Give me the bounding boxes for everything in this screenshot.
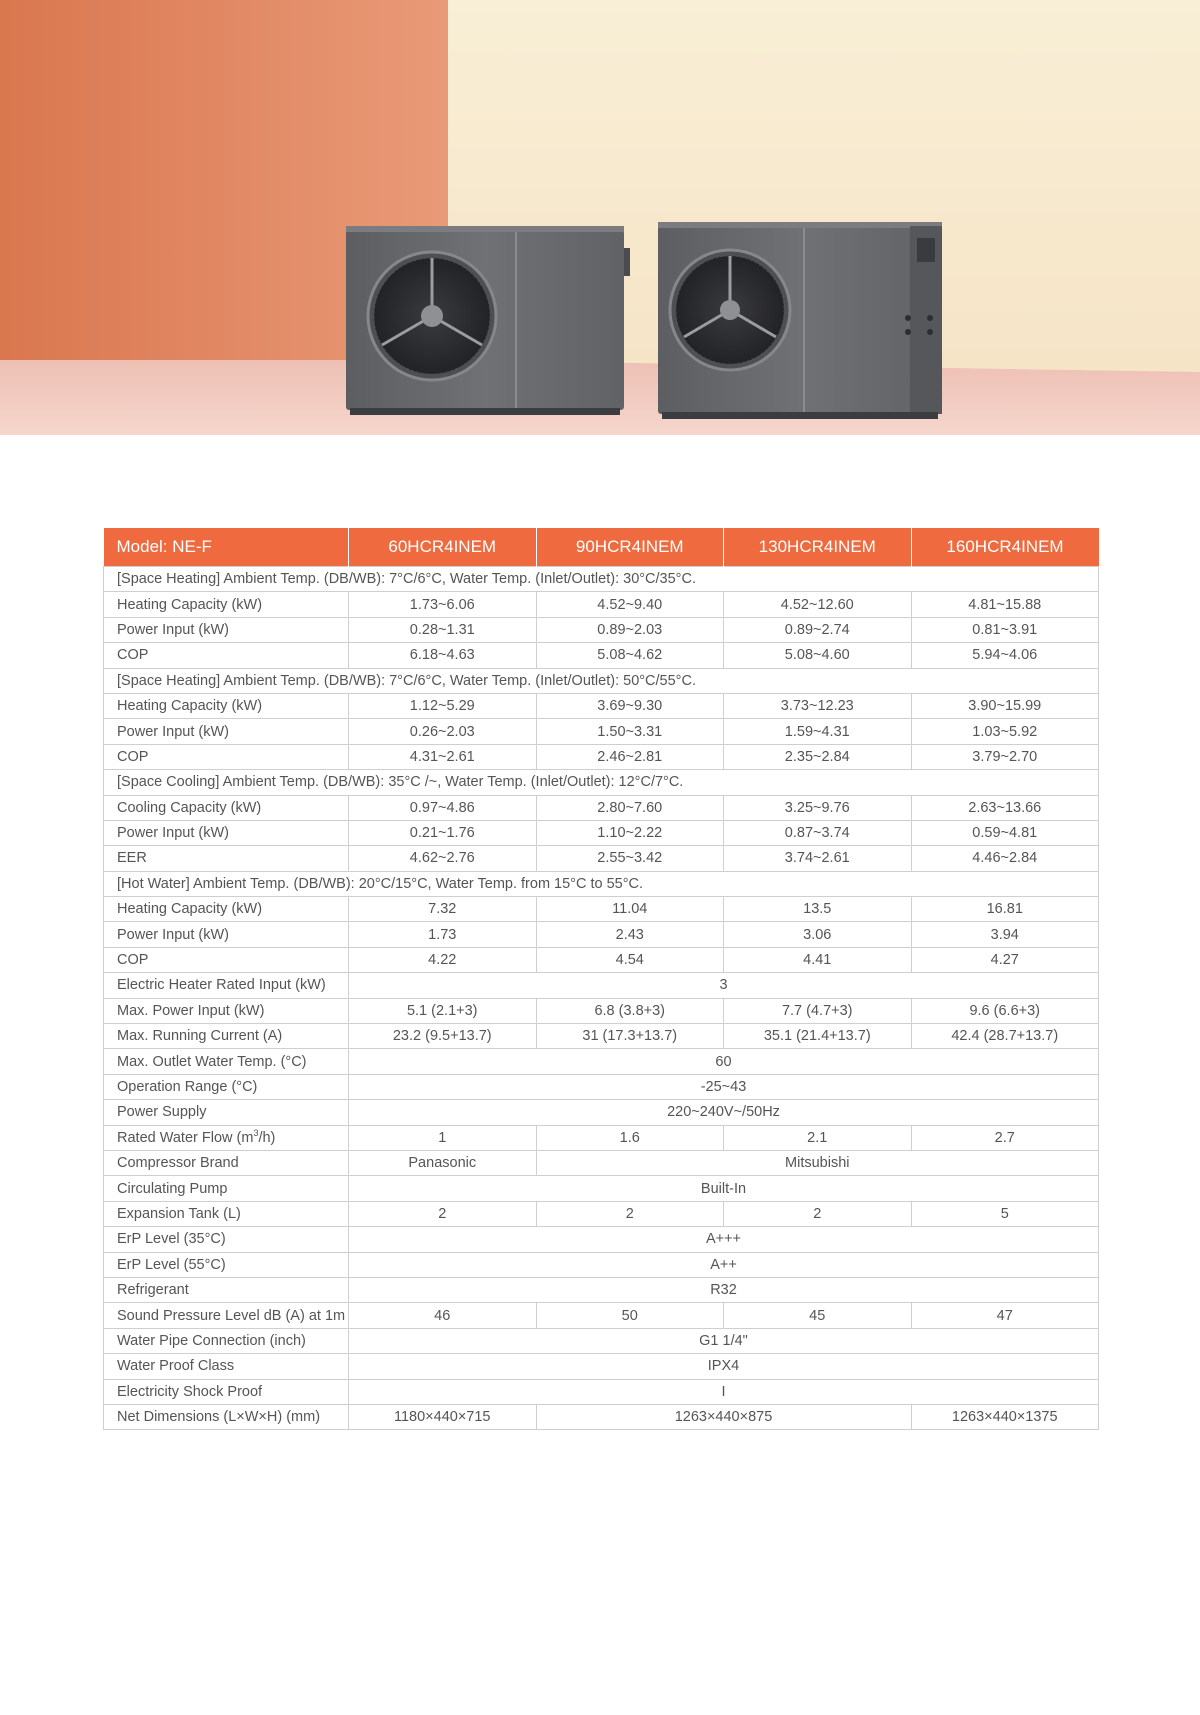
row-label-text: Rated Water Flow (m <box>117 1129 254 1146</box>
table-cell: 5.1 (2.1+3) <box>349 998 537 1023</box>
table-cell: 1.6 <box>536 1125 724 1150</box>
table-row <box>104 1150 1099 1175</box>
table-row <box>104 1328 1099 1353</box>
section-heading: [Space Cooling] Ambient Temp. (DB/WB): 35°C /~, Water Temp. (Inlet/Outlet): 12°C/7°C. <box>104 770 1099 795</box>
row-label: ErP Level (35°C) <box>104 1227 349 1252</box>
table-cell: 5.08~4.60 <box>724 643 912 668</box>
row-label: COP <box>104 947 349 972</box>
table-cell: -25~43 <box>349 1074 1099 1099</box>
row-label: COP <box>104 744 349 769</box>
table-cell: I <box>349 1379 1099 1404</box>
table-cell: 4.52~9.40 <box>536 592 724 617</box>
table-cell: 2.80~7.60 <box>536 795 724 820</box>
table-cell: 4.62~2.76 <box>349 846 537 871</box>
table-cell: 6.8 (3.8+3) <box>536 998 724 1023</box>
table-cell: 2.46~2.81 <box>536 744 724 769</box>
table-cell: 1.10~2.22 <box>536 820 724 845</box>
table-cell: 2.55~3.42 <box>536 846 724 871</box>
table-cell: 3.79~2.70 <box>911 744 1099 769</box>
table-cell: 1.59~4.31 <box>724 719 912 744</box>
table-cell: 4.41 <box>724 947 912 972</box>
row-label: Sound Pressure Level dB (A) at 1m <box>104 1303 349 1328</box>
table-cell: 3.74~2.61 <box>724 846 912 871</box>
spec-table-body <box>104 567 1099 1430</box>
table-cell: 0.81~3.91 <box>911 617 1099 642</box>
row-label: Water Pipe Connection (inch) <box>104 1328 349 1353</box>
row-label: Power Supply <box>104 1100 349 1125</box>
table-cell: 0.87~3.74 <box>724 820 912 845</box>
model-label: Model: NE-F <box>104 528 349 567</box>
table-header-row <box>104 528 1099 567</box>
row-label: EER <box>104 846 349 871</box>
table-cell: 35.1 (21.4+13.7) <box>724 1024 912 1049</box>
table-cell: 1 <box>349 1125 537 1150</box>
table-cell: IPX4 <box>349 1354 1099 1379</box>
table-cell: 5.94~4.06 <box>911 643 1099 668</box>
table-cell: 3.73~12.23 <box>724 693 912 718</box>
table-cell: 3.69~9.30 <box>536 693 724 718</box>
table-row <box>104 922 1099 947</box>
row-label: Operation Range (°C) <box>104 1074 349 1099</box>
table-row <box>104 1049 1099 1074</box>
table-cell: 0.21~1.76 <box>349 820 537 845</box>
table-cell: 2 <box>724 1201 912 1226</box>
table-row <box>104 795 1099 820</box>
table-cell: 2.63~13.66 <box>911 795 1099 820</box>
table-row <box>104 1024 1099 1049</box>
row-label: Power Input (kW) <box>104 922 349 947</box>
table-row <box>104 1201 1099 1226</box>
table-cell: 0.59~4.81 <box>911 820 1099 845</box>
section-row <box>104 668 1099 693</box>
table-cell: 13.5 <box>724 897 912 922</box>
table-cell: 2.43 <box>536 922 724 947</box>
table-cell: 0.89~2.03 <box>536 617 724 642</box>
table-row <box>104 1074 1099 1099</box>
table-cell: 4.46~2.84 <box>911 846 1099 871</box>
row-label: Electricity Shock Proof <box>104 1379 349 1404</box>
row-label: Cooling Capacity (kW) <box>104 795 349 820</box>
table-cell: 1263×440×1375 <box>911 1404 1099 1429</box>
model-header-90: 90HCR4INEM <box>536 528 724 567</box>
table-cell: R32 <box>349 1277 1099 1302</box>
table-cell: 23.2 (9.5+13.7) <box>349 1024 537 1049</box>
table-cell: 1.73 <box>349 922 537 947</box>
table-cell: 42.4 (28.7+13.7) <box>911 1024 1099 1049</box>
table-row <box>104 998 1099 1023</box>
table-cell: 220~240V~/50Hz <box>349 1100 1099 1125</box>
table-cell: 1263×440×875 <box>536 1404 911 1429</box>
table-cell: G1 1/4" <box>349 1328 1099 1353</box>
table-row <box>104 1176 1099 1201</box>
table-row <box>104 1379 1099 1404</box>
spec-table <box>103 528 1099 1430</box>
model-header-160: 160HCR4INEM <box>911 528 1099 567</box>
section-heading: [Space Heating] Ambient Temp. (DB/WB): 7°C/6°C, Water Temp. (Inlet/Outlet): 30°C/35°C. <box>104 567 1099 592</box>
table-row <box>104 820 1099 845</box>
section-heading: [Hot Water] Ambient Temp. (DB/WB): 20°C/15°C, Water Temp. from 15°C to 55°C. <box>104 871 1099 896</box>
table-cell: 1.12~5.29 <box>349 693 537 718</box>
table-cell: 1.03~5.92 <box>911 719 1099 744</box>
row-label: Refrigerant <box>104 1277 349 1302</box>
row-label: Max. Outlet Water Temp. (°C) <box>104 1049 349 1074</box>
row-label: Heating Capacity (kW) <box>104 897 349 922</box>
table-cell: 11.04 <box>536 897 724 922</box>
row-label: ErP Level (55°C) <box>104 1252 349 1277</box>
table-cell: 45 <box>724 1303 912 1328</box>
table-cell: Mitsubishi <box>536 1150 1099 1175</box>
table-cell: 0.89~2.74 <box>724 617 912 642</box>
table-cell: 5 <box>911 1201 1099 1226</box>
table-row <box>104 592 1099 617</box>
heat-pump-unit-left <box>346 226 630 415</box>
section-row <box>104 770 1099 795</box>
table-cell: 3.06 <box>724 922 912 947</box>
table-cell: 2.35~2.84 <box>724 744 912 769</box>
section-row <box>104 567 1099 592</box>
table-cell: 47 <box>911 1303 1099 1328</box>
table-row <box>104 947 1099 972</box>
table-cell: Panasonic <box>349 1150 537 1175</box>
row-label: Heating Capacity (kW) <box>104 693 349 718</box>
table-cell: 3.94 <box>911 922 1099 947</box>
table-row <box>104 1252 1099 1277</box>
table-cell: A++ <box>349 1252 1099 1277</box>
table-row <box>104 719 1099 744</box>
table-cell: 2.7 <box>911 1125 1099 1150</box>
row-label: Max. Running Current (A) <box>104 1024 349 1049</box>
table-row <box>104 1404 1099 1429</box>
table-cell: 3.25~9.76 <box>724 795 912 820</box>
table-cell: 4.81~15.88 <box>911 592 1099 617</box>
row-label-superscript: 3 <box>253 1127 259 1138</box>
table-cell: 7.7 (4.7+3) <box>724 998 912 1023</box>
table-cell: 0.97~4.86 <box>349 795 537 820</box>
table-cell: 3.90~15.99 <box>911 693 1099 718</box>
model-header-130: 130HCR4INEM <box>724 528 912 567</box>
table-row <box>104 973 1099 998</box>
table-cell: 16.81 <box>911 897 1099 922</box>
table-cell: 4.52~12.60 <box>724 592 912 617</box>
row-label: Power Input (kW) <box>104 719 349 744</box>
row-label: Power Input (kW) <box>104 820 349 845</box>
row-label: Max. Power Input (kW) <box>104 998 349 1023</box>
table-row <box>104 1227 1099 1252</box>
table-cell: 1180×440×715 <box>349 1404 537 1429</box>
section-heading: [Space Heating] Ambient Temp. (DB/WB): 7°C/6°C, Water Temp. (Inlet/Outlet): 50°C/55°C. <box>104 668 1099 693</box>
table-cell: 2 <box>349 1201 537 1226</box>
table-cell: 1.50~3.31 <box>536 719 724 744</box>
table-row <box>104 897 1099 922</box>
table-cell: 7.32 <box>349 897 537 922</box>
table-cell: 4.31~2.61 <box>349 744 537 769</box>
row-label: Net Dimensions (L×W×H) (mm) <box>104 1404 349 1429</box>
table-row <box>104 846 1099 871</box>
table-row <box>104 693 1099 718</box>
table-cell: 4.22 <box>349 947 537 972</box>
row-label: Water Proof Class <box>104 1354 349 1379</box>
row-label: Heating Capacity (kW) <box>104 592 349 617</box>
table-cell: 31 (17.3+13.7) <box>536 1024 724 1049</box>
table-cell: Built-In <box>349 1176 1099 1201</box>
table-row <box>104 1303 1099 1328</box>
model-header-60: 60HCR4INEM <box>349 528 537 567</box>
table-row <box>104 1100 1099 1125</box>
table-cell: 1.73~6.06 <box>349 592 537 617</box>
table-cell: 2.1 <box>724 1125 912 1150</box>
section-row <box>104 871 1099 896</box>
table-row <box>104 1277 1099 1302</box>
table-row <box>104 617 1099 642</box>
table-cell: 4.54 <box>536 947 724 972</box>
table-cell: 9.6 (6.6+3) <box>911 998 1099 1023</box>
row-label: Power Input (kW) <box>104 617 349 642</box>
row-label-suffix: /h) <box>258 1129 276 1146</box>
table-row <box>104 744 1099 769</box>
heat-pump-unit-right <box>658 222 942 419</box>
table-cell: 6.18~4.63 <box>349 643 537 668</box>
table-cell: 4.27 <box>911 947 1099 972</box>
table-row <box>104 1354 1099 1379</box>
row-label: Circulating Pump <box>104 1176 349 1201</box>
row-label: Electric Heater Rated Input (kW) <box>104 973 349 998</box>
table-cell: 0.26~2.03 <box>349 719 537 744</box>
row-label: Compressor Brand <box>104 1150 349 1175</box>
row-label <box>104 1125 349 1150</box>
table-cell: 0.28~1.31 <box>349 617 537 642</box>
table-cell: 3 <box>349 973 1099 998</box>
table-cell: A+++ <box>349 1227 1099 1252</box>
product-photo <box>0 0 1200 435</box>
hero-banner <box>0 0 1200 435</box>
table-row <box>104 1125 1099 1150</box>
table-row <box>104 643 1099 668</box>
row-label: Expansion Tank (L) <box>104 1201 349 1226</box>
table-cell: 60 <box>349 1049 1099 1074</box>
table-cell: 46 <box>349 1303 537 1328</box>
table-cell: 2 <box>536 1201 724 1226</box>
table-cell: 5.08~4.62 <box>536 643 724 668</box>
row-label: COP <box>104 643 349 668</box>
table-cell: 50 <box>536 1303 724 1328</box>
